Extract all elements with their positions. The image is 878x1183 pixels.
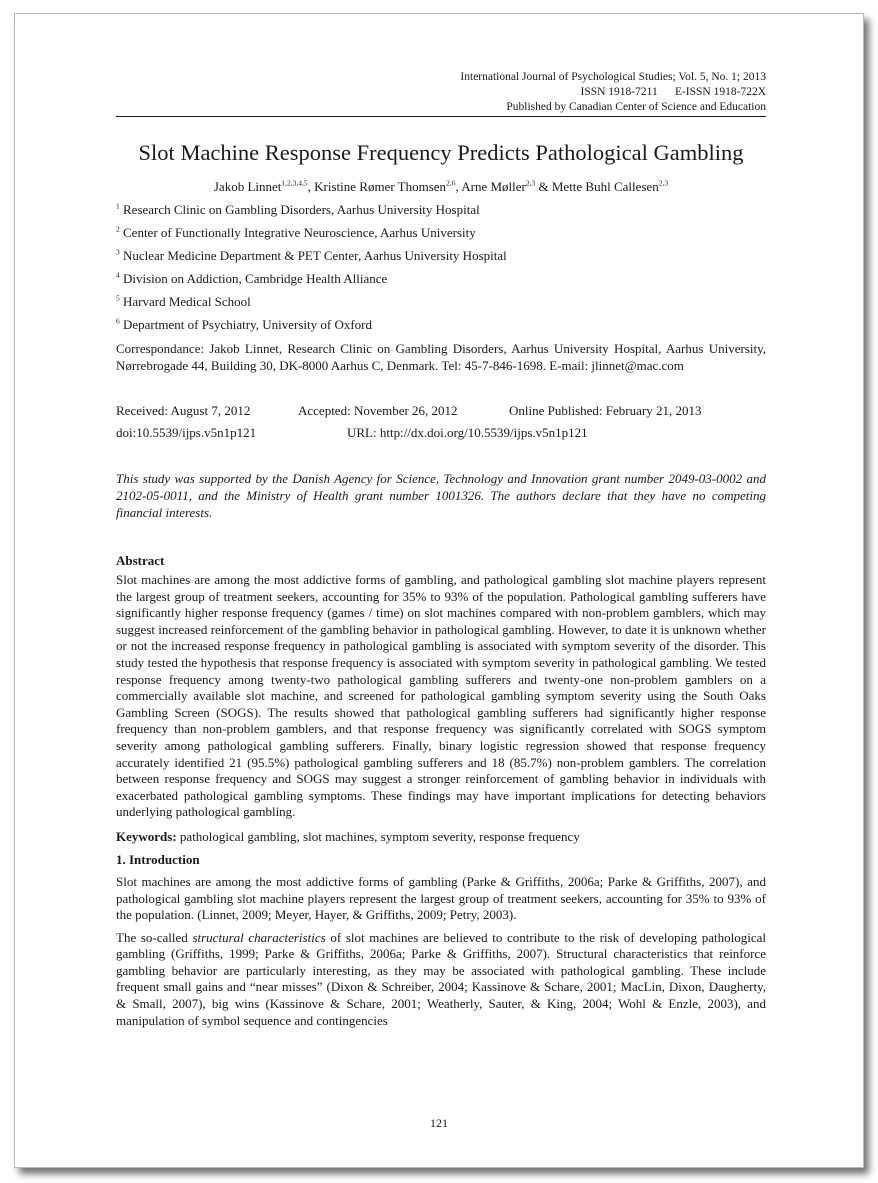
affiliation-text: Department of Psychiatry, University of Oxford: [123, 317, 372, 332]
author-name: Arne Møller: [461, 179, 526, 194]
intro-p2-rest: of slot machines are believed to contribute to the risk of developing pathological gambling (Griffiths, 1999; Parke & Griffiths, 2006a; Parke & Griffiths, 2007). Structural characteristics that reinforce gambling behavior are particularly interesting, as they may be associated with pathological gambling. These include frequent small gains and “near misses” (Dixon & Schreiber, 2004; Kassinove & Schare, 2001; MacLin, Dixon, Daugherty, & Small, 2007), big wins (Kassinove & Schare, 2001; Weatherly, Sauter, & King, 2004; Wohl & Enzle, 2003), and manipulation of symbol sequence and contingencies: [116, 929, 770, 1028]
section-heading: 1. Introduction: [116, 851, 200, 867]
affiliation-text: Harvard Medical School: [123, 294, 251, 309]
affiliation-text: Center of Functionally Integrative Neuroscience, Aarhus University: [123, 225, 476, 240]
affiliation: [116, 317, 766, 333]
intro-p2-start: The so-called: [116, 929, 193, 945]
url-link[interactable]: URL: http://dx.doi.org/10.5539/ijps.v5n1p121: [347, 425, 588, 440]
author-list: [116, 179, 766, 195]
author-name: Kristine Rømer Thomsen: [314, 179, 447, 194]
page-content: [116, 70, 770, 1029]
affiliation: [116, 294, 766, 310]
author-sep: ,: [455, 179, 462, 194]
paper-title: Slot Machine Response Frequency Predicts Pathological Gambling: [138, 140, 744, 165]
received-date: Received: August 7, 2012: [116, 403, 251, 418]
keywords-text: pathological gambling, slot machines, symptom severity, response frequency: [176, 828, 580, 844]
author-affil-sup: 2,3: [525, 178, 536, 188]
affiliation: [116, 271, 766, 287]
author-affil-sup: 2,6: [446, 178, 456, 188]
publisher-line: Published by Canadian Center of Science and Education: [506, 101, 766, 113]
intro-p2-emphasis: structural characteristics: [192, 929, 326, 945]
affiliation-number: 3: [116, 247, 120, 257]
affiliation: [116, 202, 766, 218]
affiliation-number: 1: [116, 201, 120, 211]
doi-link[interactable]: doi:10.5539/ijps.v5n1p121: [116, 425, 257, 440]
affiliation-number: 6: [116, 316, 120, 326]
correspondence: Correspondance: Jakob Linnet, Research Clinic on Gambling Disorders, Aarhus University Hospital, Aarhus University, Nørrebrogade 44, Building 30, DK-8000 Aarhus C, Denmark. Tel: 45-7-846-1698. E-mail: jlinnet@mac.com: [116, 341, 766, 373]
affiliation-text: Division on Addiction, Cambridge Health Alliance: [123, 271, 388, 286]
author-sep: ,: [307, 179, 315, 194]
affiliation: [116, 225, 766, 241]
author-name: Jakob Linnet: [213, 179, 282, 194]
abstract-heading: Abstract: [116, 553, 165, 568]
journal-header: [116, 70, 766, 117]
keywords-label: Keywords:: [116, 828, 177, 844]
affiliation-text: Nuclear Medicine Department & PET Center, Aarhus University Hospital: [123, 248, 507, 263]
affiliation-number: 5: [116, 293, 120, 303]
affiliation-text: Research Clinic on Gambling Disorders, Aarhus University Hospital: [123, 202, 480, 217]
issn-line: ISSN 1918-7211 E-ISSN 1918-722X: [580, 86, 766, 98]
keywords: [116, 828, 766, 845]
author-affil-sup: 1,2,3,4,5: [281, 178, 308, 188]
abstract-text: Slot machines are among the most addictive forms of gambling, and pathological gambling slot machine players represent the largest group of treatment seekers, accounting for 35% to 93% of the population. Pathological gambling sufferers have significantly higher response frequency (games / time) on slot machines compared with non-problem gamblers, which may suggest increased reinforcement of the gambling behavior in pathological gambling. However, to date it is unknown whether or not the increased response frequency in pathological gambling is associated with symptom severity of the disorder. This study tested the hypothesis that response frequency is associated with symptom severity in pathological gambling. We tested response frequency among twenty-two pathological gambling sufferers and twenty-one non-problem gamblers on a commercially available slot machine, and screened for pathological gambling symptom severity using the South Oaks Gambling Screen (SOGS). The results showed that pathological gambling sufferers had significantly higher response frequency than non-problem gamblers, and that response frequency was significantly correlated with SOGS symptom severity among pathological gambling sufferers. Finally, binary logistic regression showed that response frequency accurately identified 21 (95.5%) pathological gambling sufferers and 18 (85.7%) non-problem gamblers. The correlation between response frequency and SOGS may suggest a stronger reinforcement of gambling behavior in individuals with exacerbated pathological gambling symptoms. These findings may have important implications for detecting behaviors underlying pathological gambling.: [116, 572, 766, 820]
dates-block: [116, 402, 766, 446]
page-number: 121: [430, 1116, 448, 1130]
author-affil-sup: 2,3: [658, 178, 669, 188]
intro-paragraph-1: Slot machines are among the most addictive forms of gambling (Parke & Griffiths, 2006a; Parke & Griffiths, 2007), and pathological gambling slot machine players represent the largest group of treatment seekers, accounting for 35% to 93% of the population. (Linnet, 2009; Meyer, Hayer, & Griffiths, 2009; Petry, 2003).: [116, 873, 766, 923]
author-name: Mette Buhl Callesen: [551, 179, 659, 194]
author-sep: &: [535, 179, 552, 194]
published-date: Online Published: February 21, 2013: [509, 403, 702, 418]
affiliation-number: 2: [116, 224, 120, 234]
page-sheet: [14, 13, 864, 1168]
funding-statement: This study was supported by the Danish Agency for Science, Technology and Innovation grant number 2049-03-0002 and 2102-05-0011, and the Ministry of Health grant number 1001326. The authors declare that they have no competing financial interests.: [116, 471, 766, 520]
affiliation-number: 4: [116, 270, 120, 280]
accepted-date: Accepted: November 26, 2012: [298, 403, 458, 418]
journal-line: International Journal of Psychological Studies; Vol. 5, No. 1; 2013: [460, 71, 766, 83]
affiliation: [116, 248, 766, 264]
intro-paragraph-2: [116, 929, 770, 1030]
